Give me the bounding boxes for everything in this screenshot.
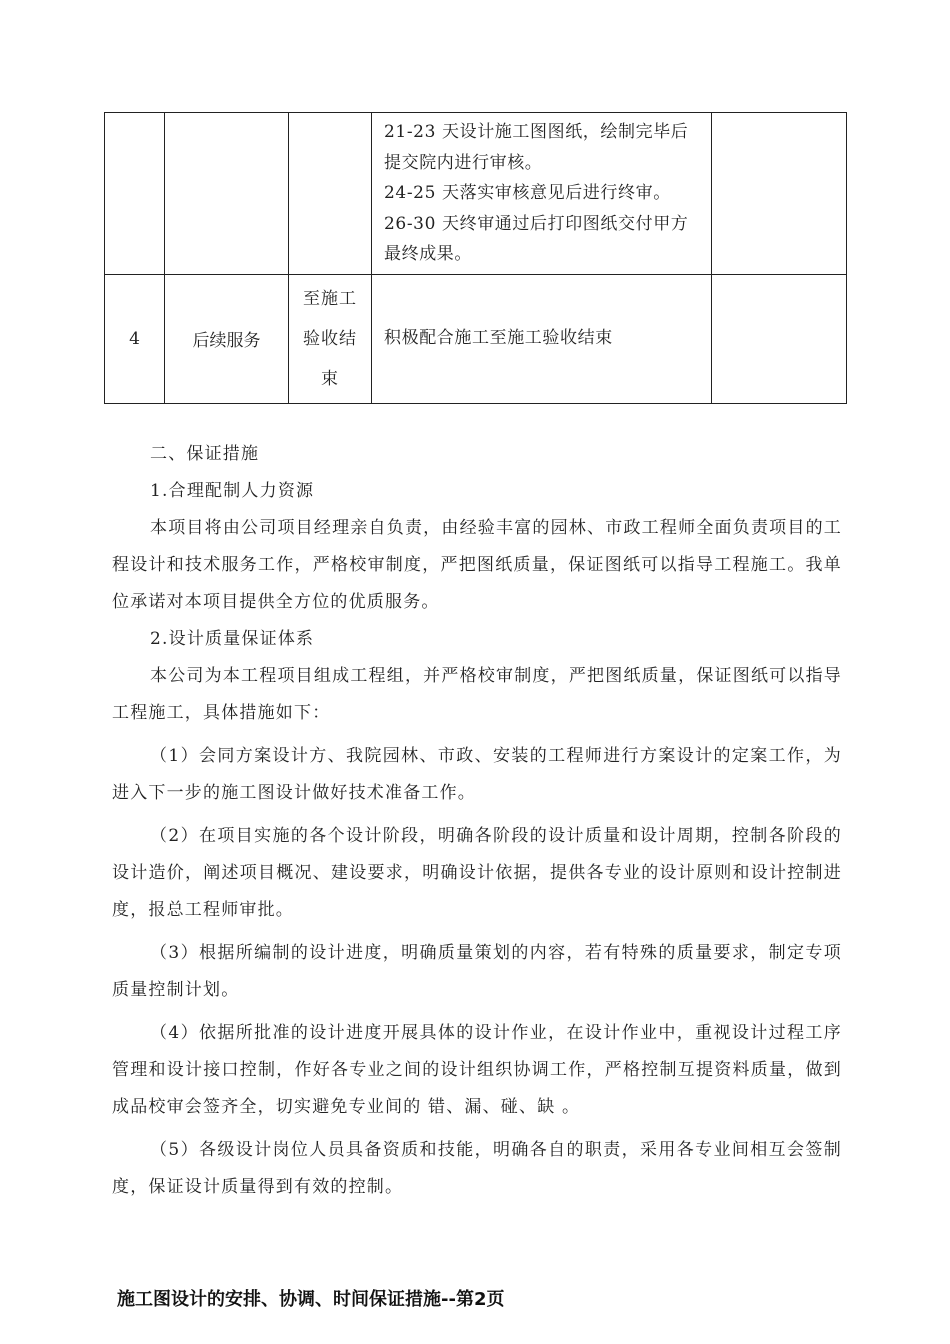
table-cell-note [712, 113, 847, 275]
measure-5: （5）各级设计岗位人员具备资质和技能，明确各自的职责，采用各专业间相互会签制度，保证设计质量得到有效的控制。 [112, 1140, 842, 1197]
schedule-table [104, 112, 847, 404]
measure-1: （1）会同方案设计方、我院园林、市政、安装的工程师进行方案设计的定案工作，为进入下一步的施工图设计做好技术准备工作。 [112, 746, 842, 803]
period-line: 束 [321, 368, 339, 389]
item1-title: 1.合理配制人力资源 [150, 481, 315, 501]
table-cell-no: 4 [105, 274, 165, 403]
table-cell-stage: 后续服务 [165, 274, 289, 403]
table-cell-no [105, 113, 165, 275]
body-content [112, 436, 842, 1206]
table-cell-period [289, 113, 372, 275]
item2-title: 2.设计质量保证体系 [150, 629, 315, 649]
desc-line: 26-30 天终审通过后打印图纸交付甲方 [384, 213, 689, 234]
measure-4: （4）依据所批准的设计进度开展具体的设计作业，在设计作业中，重视设计过程工序管理和设计接口控制，作好各专业之间的设计组织协调工作，严格控制互提资料质量，做到成品校审会签齐全，切实避免专业间的 错、漏、碰、缺 。 [112, 1023, 842, 1117]
table-cell-note [712, 274, 847, 403]
desc-line: 21-23 天设计施工图图纸，绘制完毕后 [384, 122, 689, 142]
desc-line: 提交院内进行审核。 [384, 152, 543, 173]
section-title: 二、保证措施 [150, 444, 260, 464]
table-cell-desc [372, 113, 712, 275]
period-line: 验收结 [303, 328, 357, 349]
table-cell-stage [165, 113, 289, 275]
table-row [105, 113, 847, 275]
measure-2: （2）在项目实施的各个设计阶段，明确各阶段的设计质量和设计周期，控制各阶段的设计造价，阐述项目概况、建设要求，明确设计依据，提供各专业的设计原则和设计控制进度，报总工程师审批。 [112, 826, 842, 920]
period-line: 至施工 [303, 288, 357, 309]
desc-line: 最终成果。 [384, 244, 472, 264]
table-row [105, 274, 847, 403]
page-footer: 施工图设计的安排、协调、时间保证措施--第2页 [117, 1289, 505, 1310]
table-cell-desc: 积极配合施工至施工验收结束 [372, 274, 712, 403]
table-cell-period [289, 274, 372, 403]
item1-paragraph: 本项目将由公司项目经理亲自负责，由经验丰富的园林、市政工程师全面负责项目的工程设计和技术服务工作，严格校审制度，严把图纸质量，保证图纸可以指导工程施工。我单位承诺对本项目提供全方位的优质服务。 [112, 518, 842, 612]
measure-3: （3）根据所编制的设计进度，明确质量策划的内容，若有特殊的质量要求，制定专项质量控制计划。 [112, 943, 842, 1000]
item2-paragraph: 本公司为本工程项目组成工程组，并严格校审制度，严把图纸质量，保证图纸可以指导工程施工，具体措施如下： [112, 666, 842, 723]
desc-line: 24-25 天落实审核意见后进行终审。 [384, 183, 671, 203]
